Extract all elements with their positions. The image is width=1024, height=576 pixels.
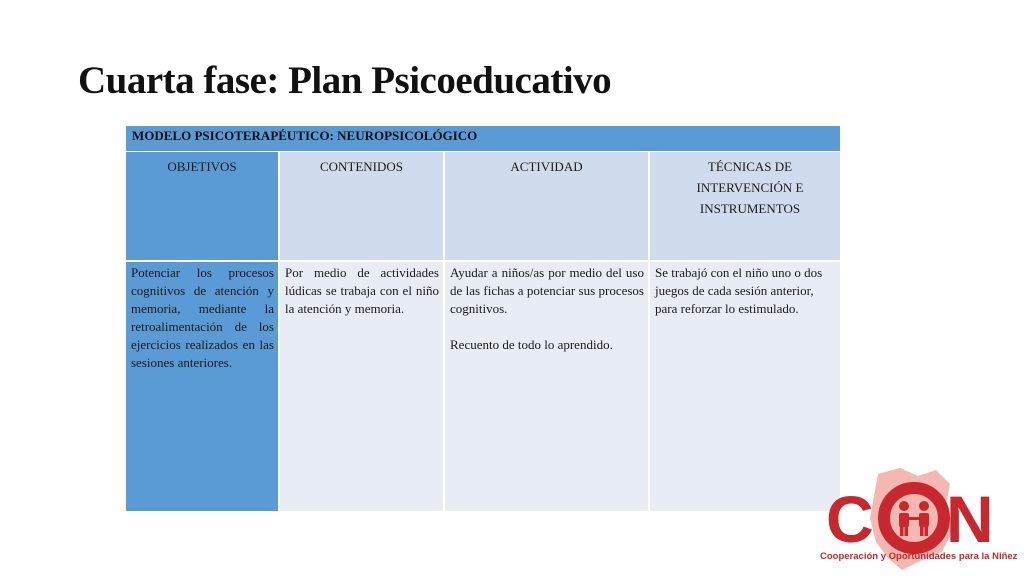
cell-tecnicas: Se trabajó con el niño uno o dos juegos de cada sesión anterior, para reforzar lo estimulado. [650,262,840,511]
cell-contenidos: Por medio de actividades lúdicas se trabaja con el niño la atención y memoria. [280,262,445,511]
plan-table [126,126,840,511]
logo-letter-c: C [826,482,874,556]
logo-letter-n: N [946,482,994,556]
cell-actividad [445,262,650,511]
spacer [450,318,644,336]
table-header: MODELO PSICOTERAPÉUTICO: NEUROPSICOLÓGICO [126,126,840,152]
actividad-item-2: Recuento de todo lo aprendido. [450,337,613,352]
logo-tagline: Cooperación y Oportunidades para la Niñez [820,551,1018,562]
column-header-actividad: ACTIVIDAD [445,152,650,260]
column-header-objetivos: OBJETIVOS [126,152,280,260]
column-header-tecnicas: TÉCNICAS DE INTERVENCIÓN E INSTRUMENTOS [650,152,840,260]
column-header-contenidos: CONTENIDOS [280,152,445,260]
table-row [126,262,840,511]
column-header-row [126,152,840,262]
cell-objetivos: Potenciar los procesos cognitivos de atención y memoria, mediante la retroalimentación de los ejercicios realizados en las sesiones anteriores. [126,262,280,511]
actividad-item-1: Ayudar a niños/as por medio del uso de las fichas a potenciar sus procesos cognitivos. [450,265,644,316]
slide-title: Cuarta fase: Plan Psicoeducativo [78,59,612,102]
